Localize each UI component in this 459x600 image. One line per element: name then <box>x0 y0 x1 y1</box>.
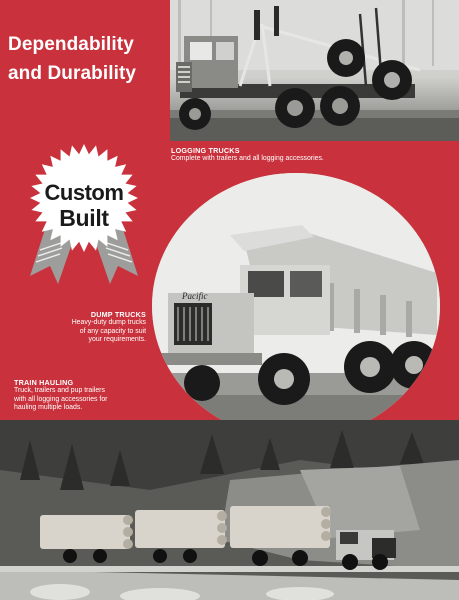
logging-trucks-title: LOGGING TRUCKS <box>171 146 240 155</box>
train-hauling-line-2: with all logging accessories for <box>14 395 108 403</box>
train-hauling-title: TRAIN HAULING <box>14 378 74 387</box>
headline <box>8 30 168 88</box>
badge-line-1: Custom <box>44 180 124 205</box>
dump-trucks-line-2: of any capacity to suit <box>79 327 146 335</box>
truck-badge-text: Pacific <box>182 291 208 301</box>
logging-truck-photo <box>170 0 459 141</box>
logging-trucks-caption <box>171 146 456 164</box>
dump-trucks-line-1: Heavy-duty dump trucks <box>71 319 146 326</box>
headline-line-2: and Durability <box>8 63 137 84</box>
logging-trucks-description: Complete with trailers and all logging accessories. <box>171 155 324 162</box>
dump-trucks-title: DUMP TRUCKS <box>90 310 146 319</box>
dump-trucks-line-3: your requirements. <box>88 336 146 344</box>
train-hauling-line-3: hauling multiple loads. <box>14 404 83 412</box>
train-hauling-caption <box>14 378 164 413</box>
dump-truck-photo <box>152 173 440 439</box>
badge-line-2: Built <box>59 205 109 231</box>
custom-built-badge <box>24 142 144 288</box>
dump-trucks-caption <box>40 310 146 345</box>
headline-line-1: Dependability <box>8 34 134 55</box>
train-hauling-photo <box>0 420 459 600</box>
train-hauling-line-1: Truck, trailers and pup trailers <box>14 387 105 394</box>
